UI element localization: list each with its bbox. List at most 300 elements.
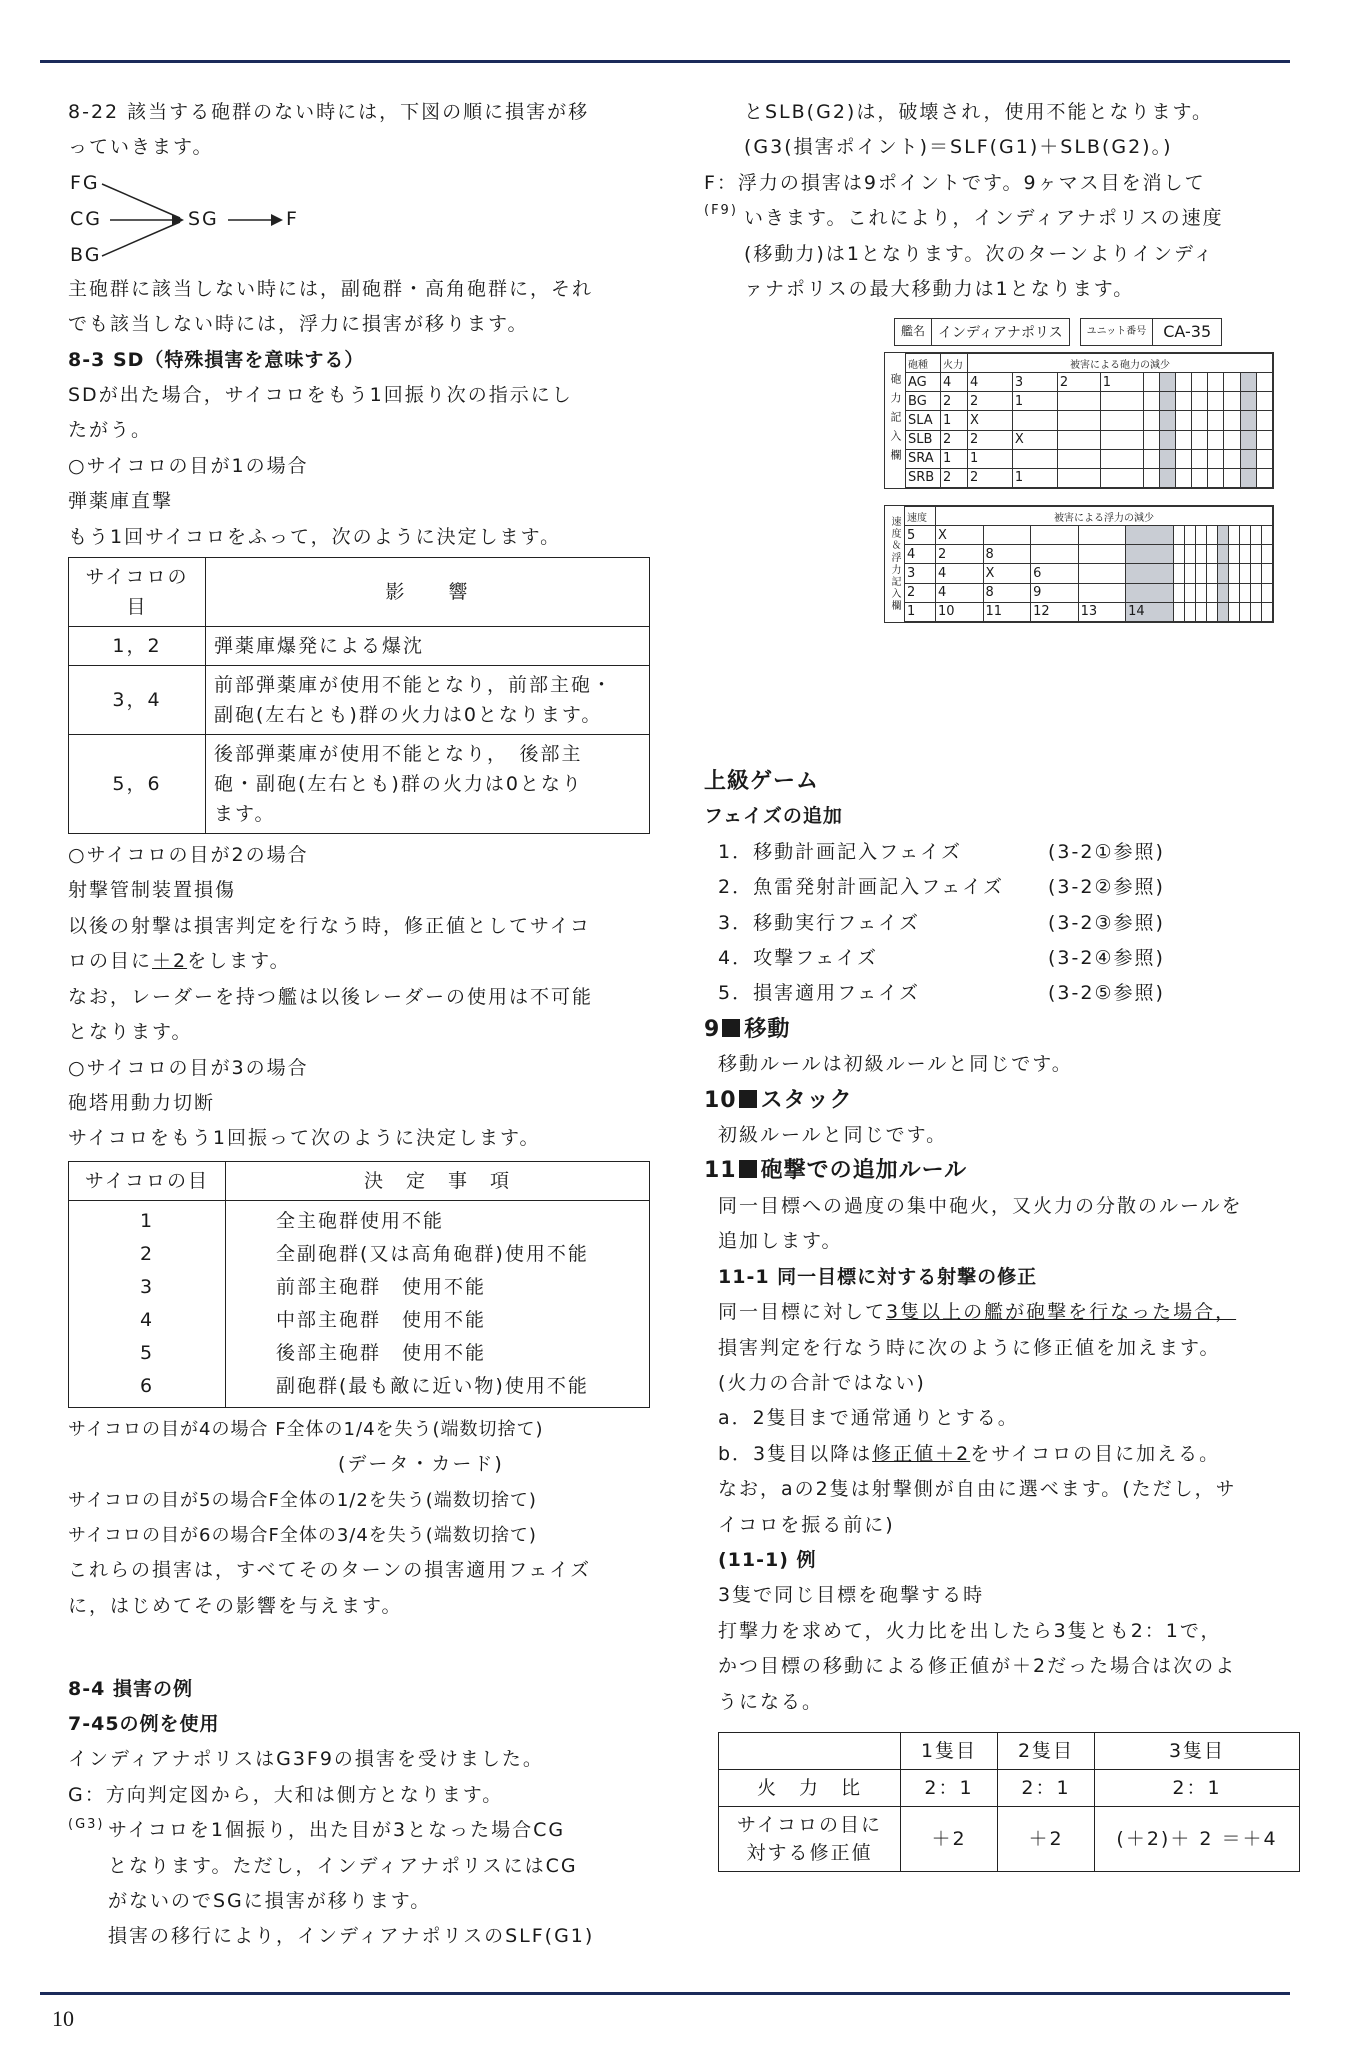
die6-line: サイコロの目が6の場合F全体の3/4を失う(端数切捨て) <box>68 1524 537 1546</box>
reduction-cell <box>1208 392 1224 411</box>
square-icon <box>722 1019 740 1037</box>
table-cell: 1，2 <box>69 627 206 666</box>
reduction-cell <box>1143 468 1159 487</box>
reduction-cell <box>1224 373 1240 392</box>
table-row <box>906 392 1273 411</box>
reduction-cell <box>1192 411 1208 430</box>
buoyancy-cell <box>1239 526 1250 545</box>
effect-values <box>226 1200 650 1407</box>
buoyancy-cell <box>1217 583 1228 602</box>
s111-line <box>704 1437 1304 1472</box>
right-column <box>704 95 1304 307</box>
buoyancy-cell <box>1031 545 1079 564</box>
reduction-cell <box>1224 392 1240 411</box>
buoyancy-cell <box>1206 545 1217 564</box>
cell-line: ます。 <box>214 803 276 826</box>
die2-line: 射撃管制装置損傷 <box>68 879 237 902</box>
reduction-cell <box>1240 373 1256 392</box>
ship-name-label: 艦名 <box>895 319 932 345</box>
reduction-cell <box>1224 468 1240 487</box>
phase-name: 2．魚雷発射計画記入フェイズ <box>718 876 1004 899</box>
die2-line: となります。 <box>68 1021 193 1044</box>
buoyancy-cell <box>1239 602 1250 621</box>
buoyancy-cell <box>1206 564 1217 583</box>
buoyancy-cell <box>1195 526 1206 545</box>
cell-line: 砲・副砲(左右とも)群の火力は0となり <box>214 773 583 796</box>
table-row <box>905 564 1273 583</box>
buoyancy-cell <box>1195 545 1206 564</box>
diagram-bg: BG <box>70 243 102 266</box>
buoyancy-cell <box>1126 564 1174 583</box>
turret-power-table <box>68 1161 650 1408</box>
buoyancy-cell: 2 <box>936 545 984 564</box>
buoyancy-cell <box>1239 564 1250 583</box>
phase-name: 4．攻撃フェイズ <box>718 947 878 970</box>
section-number: 11 <box>704 1158 737 1184</box>
table-body <box>69 1200 650 1407</box>
reduction-cell <box>1240 411 1256 430</box>
underlined-text: 3隻以上の艦が砲撃を行なった場合， <box>886 1301 1237 1324</box>
reduction-cell <box>1100 468 1143 487</box>
table-cell <box>206 627 650 666</box>
reduction-cell: 3 <box>1012 373 1057 392</box>
reduction-cell <box>1240 430 1256 449</box>
unit-number-label: ユニット番号 <box>1081 319 1154 345</box>
gun-type-cell: SRB <box>906 468 941 487</box>
damage-note-line: に，はじめてその影響を与えます。 <box>68 1594 403 1617</box>
table-header: 被害による浮力の減少 <box>936 507 1273 526</box>
cell-line: 副砲(左右とも)群の火力は0となります。 <box>214 704 603 727</box>
phase-add-heading: フェイズの追加 <box>704 805 843 828</box>
section-number: 9 <box>704 1016 721 1042</box>
reduction-cell <box>1143 392 1159 411</box>
die4-line: サイコロの目が4の場合 F全体の1/4を失う(端数切捨て) <box>68 1418 544 1440</box>
buoyancy-cell <box>1184 526 1195 545</box>
right-line: とSLB(G2)は，破壊され，使用不能となります。 <box>744 101 1213 123</box>
table-cell: 2：1 <box>901 1769 998 1806</box>
gun-type-cell: SLA <box>906 411 941 430</box>
cell-line: 対する修正値 <box>746 1841 873 1864</box>
reduction-cell <box>1100 392 1143 411</box>
row-label: 火 力 比 <box>719 1769 901 1806</box>
list-item <box>704 976 1304 1011</box>
table-header: 火力 <box>941 354 968 373</box>
table-row <box>719 1769 1300 1806</box>
reduction-cell <box>1057 468 1100 487</box>
phase-ref: (3-2⑤参照) <box>1048 982 1165 1005</box>
cell-line: 1 <box>139 1209 155 1232</box>
cell-line: 5 <box>139 1341 155 1364</box>
speed-cell: 5 <box>905 526 936 545</box>
reduction-cell <box>1057 411 1100 430</box>
reduction-cell: 2 <box>1057 373 1100 392</box>
spacer <box>68 1624 658 1659</box>
reduction-cell <box>1224 449 1240 468</box>
s111-line <box>704 1295 1304 1330</box>
s84-line: となります。ただし，インディアナポリスにはCG <box>108 1854 578 1877</box>
section-8-3-heading: 8-3 SD（特殊損害を意味する） <box>68 348 365 371</box>
example-line: かつ目標の移動による修正値が＋2だった場合は次のよ <box>718 1655 1237 1678</box>
table-row <box>905 545 1273 564</box>
die2-line: なお，レーダーを持つ艦は以後レーダーの使用は不可能 <box>68 985 594 1008</box>
table-row <box>906 430 1273 449</box>
unit-number-value: CA-35 <box>1163 322 1212 341</box>
reduction-cell <box>1159 430 1175 449</box>
buoyancy-cell: 14 <box>1126 602 1174 621</box>
s84-line <box>68 1813 658 1848</box>
speed-side-label: 速度＆浮力記入欄 <box>889 516 900 612</box>
text: ロの目に <box>68 950 153 973</box>
gun-power-cell: 1 <box>941 449 968 468</box>
table-header: 決 定 事 項 <box>226 1161 650 1200</box>
table-cell: 2：1 <box>998 1769 1095 1806</box>
bottom-rule <box>40 1992 1290 1995</box>
phase-ref: (3-2③参照) <box>1048 911 1165 934</box>
buoyancy-cell <box>1239 583 1250 602</box>
buoyancy-cell: 4 <box>936 583 984 602</box>
reduction-cell: 1 <box>968 449 1013 468</box>
f-line: (移動力)は1となります。次のターンよりインディ <box>744 242 1215 265</box>
reduction-cell <box>1208 449 1224 468</box>
table-cell: 2：1 <box>1095 1769 1300 1806</box>
gun-power-table <box>905 353 1273 488</box>
speed-cell: 4 <box>905 545 936 564</box>
s84-line: インディアナポリスはG3F9の損害を受けました。 <box>68 1748 544 1771</box>
phase-name: 3．移動実行フェイズ <box>718 911 920 934</box>
reduction-cell <box>1143 411 1159 430</box>
cell-line: 前部主砲群 使用不能 <box>276 1275 487 1298</box>
s822-line: 主砲群に該当しない時には，副砲群・高角砲群に，それ <box>68 277 594 300</box>
die1-line: もう1回サイコロをふって，次のように決定します。 <box>68 525 562 548</box>
reduction-cell <box>1143 449 1159 468</box>
section-11-heading <box>704 1153 1304 1188</box>
gun-type-cell: AG <box>906 373 941 392</box>
buoyancy-cell <box>1184 583 1195 602</box>
table-row <box>69 666 650 735</box>
reduction-cell: X <box>1012 430 1057 449</box>
underlined-text: 修正値＋2 <box>872 1442 971 1465</box>
damage-note-line: これらの損害は，すべてそのターンの損害適用フェイズ <box>68 1559 592 1582</box>
die-values <box>69 1200 226 1407</box>
table-cell: 5，6 <box>69 735 206 834</box>
text: いきます。これにより，インディアナポリスの速度 <box>744 207 1224 230</box>
reduction-cell <box>1192 449 1208 468</box>
buoyancy-cell <box>1228 602 1239 621</box>
buoyancy-cell <box>1261 602 1272 621</box>
magazine-effect-table <box>68 557 650 834</box>
list-item <box>704 941 1304 976</box>
speed-buoyancy-table <box>904 506 1273 622</box>
diagram-fg: FG <box>70 171 100 194</box>
section-11-1-heading: 11-1 同一目標に対する射撃の修正 <box>718 1265 1038 1288</box>
reduction-cell <box>1256 449 1272 468</box>
die3-line: サイコロをもう1回振って次のように決定します。 <box>68 1127 541 1150</box>
die1-line: 弾薬庫直撃 <box>68 490 174 513</box>
f-line: F：浮力の損害は9ポイントです。9ヶマス目を消して <box>704 171 1206 194</box>
f-line <box>704 201 1304 236</box>
buoyancy-cell <box>1217 526 1228 545</box>
s111-line: 損害判定を行なう時に次のように修正値を加えます。 <box>718 1336 1221 1359</box>
reduction-cell: 4 <box>968 373 1013 392</box>
buoyancy-cell: 4 <box>936 564 984 583</box>
table-row <box>906 449 1273 468</box>
top-rule <box>40 60 1290 63</box>
s822-line: 8-22 該当する砲群のない時には，下図の順に損害が移 <box>68 101 590 123</box>
text: サイコロを1個振り，出た目が3となった場合CG <box>108 1819 566 1842</box>
reduction-cell <box>1240 449 1256 468</box>
s84-line: 損害の移行により，インディアナポリスのSLF(G1) <box>108 1925 595 1948</box>
phase-list <box>704 835 1304 1012</box>
cell-line: 中部主砲群 使用不能 <box>276 1308 487 1331</box>
phase-name: 1．移動計画記入フェイズ <box>718 840 962 863</box>
cell-line: 4 <box>139 1308 155 1331</box>
s111-line: イコロを振る前に) <box>718 1513 895 1536</box>
text: b．3隻目以降は <box>718 1442 873 1465</box>
row-label <box>719 1806 901 1871</box>
table-header: 1隻目 <box>901 1732 998 1769</box>
reduction-cell: 1 <box>1012 468 1057 487</box>
table-row <box>719 1806 1300 1871</box>
buoyancy-cell <box>1250 564 1261 583</box>
buoyancy-cell: 13 <box>1078 602 1126 621</box>
buoyancy-cell <box>1173 564 1184 583</box>
advanced-game-heading: 上級ゲーム <box>704 769 820 794</box>
example-modifier-table <box>718 1732 1300 1872</box>
reduction-cell: 2 <box>968 392 1013 411</box>
gun-power-cell: 2 <box>941 468 968 487</box>
buoyancy-cell <box>1126 526 1174 545</box>
reduction-cell <box>1256 411 1272 430</box>
table-header: 影 響 <box>206 558 650 627</box>
phase-ref: (3-2②参照) <box>1048 876 1165 899</box>
buoyancy-cell <box>1126 545 1174 564</box>
s10-line: 初級ルールと同じです。 <box>718 1124 948 1147</box>
reduction-cell <box>1192 392 1208 411</box>
square-icon <box>739 1160 757 1178</box>
reduction-cell <box>1192 430 1208 449</box>
buoyancy-cell <box>1184 545 1195 564</box>
buoyancy-cell <box>1173 583 1184 602</box>
buoyancy-cell <box>1078 526 1126 545</box>
reduction-cell <box>1192 468 1208 487</box>
buoyancy-cell <box>1173 526 1184 545</box>
reduction-cell: 1 <box>1100 373 1143 392</box>
table-cell <box>206 666 650 735</box>
table-header: 砲種 <box>906 354 941 373</box>
reduction-cell <box>1012 449 1057 468</box>
die4-line: (データ・カード) <box>338 1453 504 1476</box>
buoyancy-cell <box>1078 545 1126 564</box>
gun-power-cell: 2 <box>941 392 968 411</box>
section-number: 10 <box>704 1087 737 1113</box>
reduction-cell <box>1175 468 1191 487</box>
reduction-cell <box>1175 411 1191 430</box>
phase-ref: (3-2④参照) <box>1048 947 1165 970</box>
text: をします。 <box>187 950 291 973</box>
s83-line: たがう。 <box>68 419 153 442</box>
s11-line: 同一目標への過度の集中砲火，又火力の分散のルールを <box>718 1194 1243 1217</box>
text: 同一目標に対して <box>718 1301 887 1324</box>
reduction-cell <box>1256 392 1272 411</box>
buoyancy-cell <box>1261 564 1272 583</box>
buoyancy-cell <box>1126 583 1174 602</box>
reduction-cell <box>1159 468 1175 487</box>
sheet-header <box>894 318 1274 346</box>
reduction-cell <box>1175 392 1191 411</box>
example-heading: (11-1) 例 <box>718 1548 817 1571</box>
die5-line: サイコロの目が5の場合F全体の1/2を失う(端数切捨て) <box>68 1489 537 1511</box>
left-column <box>68 95 658 1955</box>
buoyancy-cell: 8 <box>983 545 1031 564</box>
die3-heading: ○サイコロの目が3の場合 <box>68 1056 309 1079</box>
record-sheet <box>884 318 1274 623</box>
gun-power-cell: 1 <box>941 411 968 430</box>
list-item <box>704 870 1304 905</box>
buoyancy-cell <box>1184 602 1195 621</box>
s84-line: G：方向判定図から，大和は側方となります。 <box>68 1783 504 1806</box>
section-title: 移動 <box>744 1016 791 1042</box>
table-cell: (＋2)＋ 2 ＝＋4 <box>1095 1806 1300 1871</box>
buoyancy-cell: 10 <box>936 602 984 621</box>
buoyancy-cell <box>1261 545 1272 564</box>
table-row <box>69 735 650 834</box>
s822-line: っていきます。 <box>68 136 214 159</box>
s9-line: 移動ルールは初級ルールと同じです。 <box>718 1053 1073 1076</box>
phase-name: 5．損害適用フェイズ <box>718 982 920 1005</box>
reduction-cell <box>1012 411 1057 430</box>
reduction-cell <box>1057 430 1100 449</box>
buoyancy-cell: 12 <box>1031 602 1079 621</box>
speed-cell: 2 <box>905 583 936 602</box>
reduction-cell: 1 <box>1012 392 1057 411</box>
reduction-cell <box>1175 449 1191 468</box>
section-10-heading <box>704 1083 1304 1118</box>
s111-line: なお，aの2隻は射撃側が自由に選べます。(ただし，サ <box>718 1478 1237 1501</box>
cell-line: 弾薬庫爆発による爆沈 <box>214 635 425 658</box>
reduction-cell <box>1143 373 1159 392</box>
buoyancy-cell <box>1195 564 1206 583</box>
cell-line: 後部主砲群 使用不能 <box>276 1341 487 1364</box>
buoyancy-cell: X <box>936 526 984 545</box>
gun-power-cell: 2 <box>941 430 968 449</box>
reduction-cell <box>1208 468 1224 487</box>
buoyancy-cell <box>1031 526 1079 545</box>
reduction-cell <box>1240 392 1256 411</box>
section-8-4-subheading: 7-45の例を使用 <box>68 1712 220 1735</box>
table-cell: ＋2 <box>901 1806 998 1871</box>
gun-type-cell: SRA <box>906 449 941 468</box>
reduction-cell <box>1224 430 1240 449</box>
speed-cell: 1 <box>905 602 936 621</box>
table-header: サイコロの目 <box>69 1161 226 1200</box>
reduction-cell <box>1256 373 1272 392</box>
die1-heading: ○サイコロの目が1の場合 <box>68 454 309 477</box>
buoyancy-cell <box>1250 602 1261 621</box>
right-line: (G3(損害ポイント)＝SLF(G1)＋SLB(G2)。) <box>744 136 1173 159</box>
f-line: ァナポリスの最大移動力は1となります。 <box>744 278 1135 301</box>
example-line: 打撃力を求めて，火力比を出したら3隻とも2：1で， <box>718 1619 1222 1642</box>
die2-line <box>68 944 658 979</box>
table-row <box>906 373 1273 392</box>
reduction-cell <box>1100 411 1143 430</box>
table-row <box>69 627 650 666</box>
cell-line: 後部弾薬庫が使用不能となり， 後部主 <box>214 743 583 766</box>
buoyancy-cell <box>1250 583 1261 602</box>
text: をサイコロの目に加える。 <box>970 1442 1221 1465</box>
buoyancy-cell <box>1195 583 1206 602</box>
gun-side-label: 砲力記入欄 <box>889 373 902 468</box>
page-number: 10 <box>52 2006 74 2031</box>
gun-type-cell: BG <box>906 392 941 411</box>
reduction-cell <box>1175 430 1191 449</box>
s84-line: がないのでSGに損害が移ります。 <box>108 1890 432 1912</box>
buoyancy-cell <box>1261 583 1272 602</box>
reduction-cell: X <box>968 411 1013 430</box>
buoyancy-cell: 11 <box>983 602 1031 621</box>
reduction-cell <box>1159 373 1175 392</box>
table-header: 2隻目 <box>998 1732 1095 1769</box>
buoyancy-cell <box>1078 564 1126 583</box>
ship-name-value: インディアナポリス <box>938 325 1063 341</box>
die2-heading: ○サイコロの目が2の場合 <box>68 844 309 867</box>
table-cell: 3，4 <box>69 666 206 735</box>
gun-type-cell: SLB <box>906 430 941 449</box>
buoyancy-cell <box>1228 545 1239 564</box>
section-8-4-heading: 8-4 損害の例 <box>68 1677 193 1700</box>
square-icon <box>739 1090 757 1108</box>
buoyancy-cell <box>1217 545 1228 564</box>
table-cell <box>206 735 650 834</box>
buoyancy-cell <box>1206 602 1217 621</box>
table-row <box>905 583 1273 602</box>
reduction-cell <box>1159 392 1175 411</box>
s822-line: でも該当しない時には，浮力に損害が移ります。 <box>68 313 529 336</box>
reduction-cell <box>1192 373 1208 392</box>
buoyancy-cell <box>1228 526 1239 545</box>
list-item <box>704 906 1304 941</box>
table-header: 被害による砲力の減少 <box>968 354 1273 373</box>
cell-line: 6 <box>139 1374 155 1397</box>
reduction-cell <box>1100 430 1143 449</box>
section-title: スタック <box>760 1087 853 1113</box>
reduction-cell <box>1143 430 1159 449</box>
ship-name-box <box>894 318 1070 346</box>
diagram-cg: CG <box>70 207 102 230</box>
die2-line: 以後の射撃は損害判定を行なう時，修正値としてサイコ <box>68 914 591 937</box>
buoyancy-cell <box>1184 564 1195 583</box>
reduction-cell <box>1057 392 1100 411</box>
table-row <box>905 602 1273 621</box>
cell-line: 3 <box>139 1275 155 1298</box>
reduction-cell: 2 <box>968 430 1013 449</box>
buoyancy-cell <box>1195 602 1206 621</box>
section-9-heading <box>704 1012 1304 1047</box>
reduction-cell <box>1175 373 1191 392</box>
reduction-cell <box>1208 373 1224 392</box>
table-cell: ＋2 <box>998 1806 1095 1871</box>
s11-line: 追加します。 <box>718 1230 843 1253</box>
buoyancy-cell: 8 <box>983 583 1031 602</box>
speed-buoyancy-block <box>884 505 1274 623</box>
reduction-cell <box>1224 411 1240 430</box>
reduction-cell <box>1159 449 1175 468</box>
die3-line: 砲塔用動力切断 <box>68 1091 216 1114</box>
reduction-cell <box>1057 449 1100 468</box>
table-row <box>906 468 1273 487</box>
buoyancy-cell <box>983 526 1031 545</box>
reduction-cell <box>1159 411 1175 430</box>
diagram-sg: SG <box>188 207 219 230</box>
